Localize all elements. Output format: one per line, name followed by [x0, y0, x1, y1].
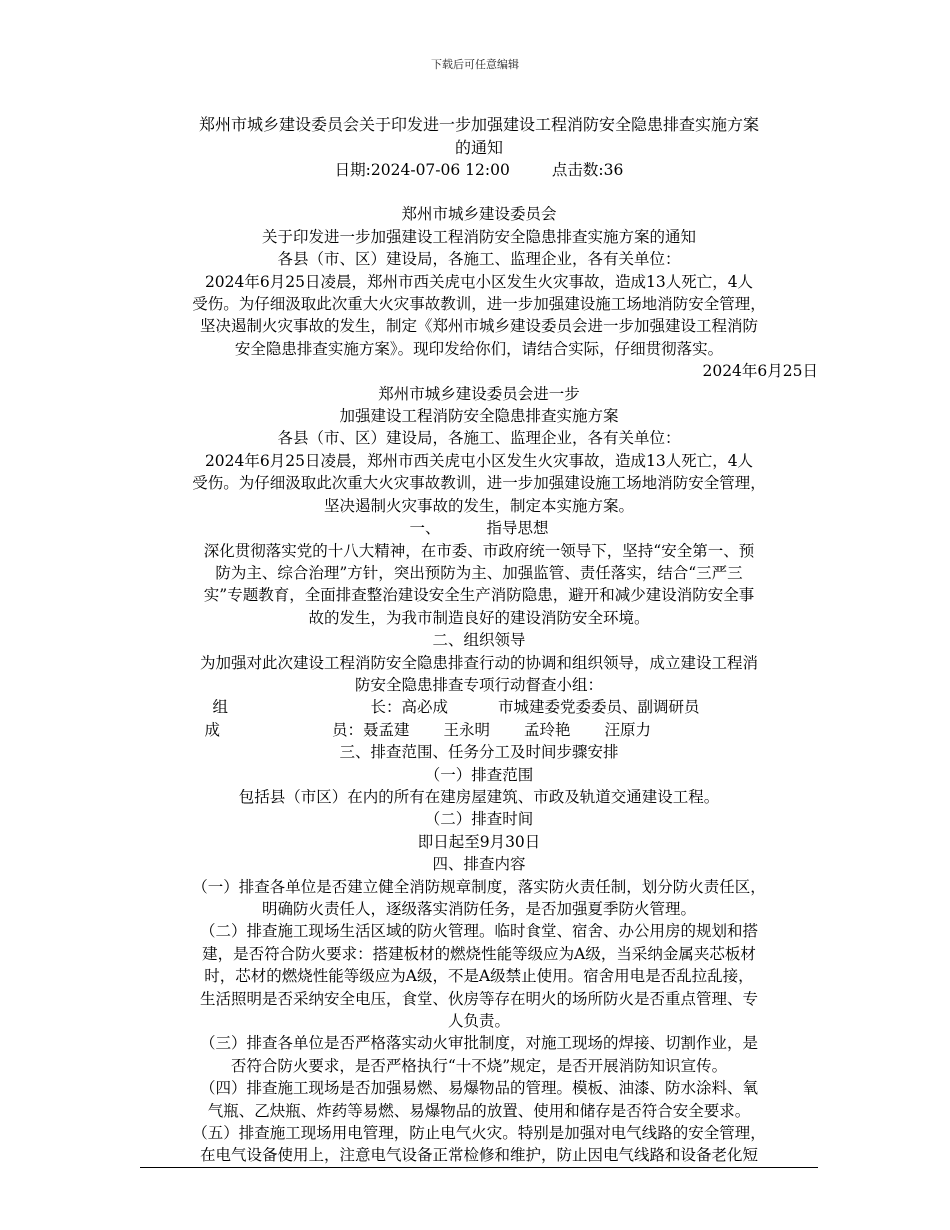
- date-label: 日期:: [334, 161, 371, 179]
- document-body: [140, 113, 818, 1168]
- item-2-line: （二）排查施工现场生活区域的防火管理。临时食堂、宿舍、办公用房的规划和搭: [199, 922, 758, 941]
- plan-intro-line: 坚决遏制火灾事故的发生，制定本实施方案。: [323, 496, 634, 515]
- intro-line: 受伤。为仔细汲取此次重大火灾事故教训，进一步加强建设施工场地消防安全管理，: [192, 295, 766, 314]
- clicks-value: 36: [603, 161, 624, 179]
- leader-col-3: 市城建委党委委员、副调研员: [498, 698, 700, 717]
- section-1-number: 一、: [409, 519, 441, 538]
- item-3-line: 否符合防火要求，是否严格执行“十不烧”规定，是否开展消防知识宣传。: [230, 1056, 728, 1075]
- plan-intro-line: 2024年6月25日凌晨，郑州市西关虎屯小区发生火灾事故，造成13人死亡，4人: [204, 451, 754, 470]
- sub-2-title: （二）排查时间: [424, 810, 534, 829]
- clicks-label: 点击数:: [551, 161, 604, 179]
- sub-2-text: 即日起至9月30日: [417, 832, 541, 851]
- section-4-title: 四、排查内容: [432, 855, 526, 874]
- intro-line: 坚决遏制火灾事故的发生，制定《郑州市城乡建设委员会进一步加强建设工程消防: [199, 317, 758, 336]
- issuer: 郑州市城乡建设委员会: [401, 205, 557, 224]
- member-col-3: 王永明: [443, 720, 491, 739]
- notice-title: 关于印发进一步加强建设工程消防安全隐患排查实施方案的通知: [261, 227, 696, 246]
- item-5-line: （五）排查施工现场用电管理，防止电气火灾。特别是加强对电气线路的安全管理，: [192, 1124, 766, 1143]
- sub-1-text: 包括县（市区）在内的所有在建房屋建筑、市政及轨道交通建设工程。: [238, 787, 720, 806]
- member-col-1: 成: [204, 720, 220, 739]
- item-2-line: 生活照明是否采纳安全电压，食堂、伙房等存在明火的场所防火是否重点管理、专: [199, 989, 758, 1008]
- date-value: 2024-07-06 12:00: [370, 161, 510, 179]
- sign-date: 2024年6月25日: [702, 362, 818, 381]
- section-3-title: 三、排查范围、任务分工及时间步骤安排: [339, 743, 619, 762]
- member-col-4: 孟玲艳: [524, 720, 571, 739]
- item-5-line: 在电气设备使用上，注意电气设备正常检修和维护，防止因电气线路和设备老化短: [140, 1144, 818, 1167]
- section-1-heading: [140, 517, 818, 539]
- section-1-title: 指导思想: [486, 519, 549, 538]
- document-meta: [140, 159, 818, 181]
- item-4-line: 气瓶、乙炔瓶、炸药等易燃、易爆物品的放置、使用和储存是否符合安全要求。: [207, 1101, 751, 1120]
- section-2-line: 防安全隐患排查专项行动督查小组：: [354, 675, 603, 694]
- item-1-line: 明确防火责任人，逐级落实消防任务，是否加强夏季防火管理。: [261, 900, 696, 918]
- page-header-note: 下载后可任意编辑: [431, 58, 519, 71]
- plan-intro-line: 受伤。为仔细汲取此次重大火灾事故教训，进一步加强建设施工场地消防安全管理，: [192, 474, 766, 493]
- section-2-line: 为加强对此次建设工程消防安全隐患排查行动的协调和组织领导，成立建设工程消: [199, 653, 758, 672]
- item-3-line: （三）排查各单位是否严格落实动火审批制度，对施工现场的焊接、切割作业，是: [199, 1034, 758, 1053]
- plan-title-line-1: 郑州市城乡建设委员会进一步: [378, 384, 580, 403]
- leader-col-1: 组: [212, 698, 228, 717]
- sub-1-title: （一）排查范围: [424, 765, 534, 784]
- section-1-line: 实”专题教育，全面排查整治建设安全生产消防隐患，避开和减少建设消防安全事: [203, 586, 755, 605]
- section-1-line: 故的发生，为我市制造良好的建设消防安全环境。: [308, 608, 650, 627]
- intro-line: 2024年6月25日凌晨，郑州市西关虎屯小区发生火灾事故，造成13人死亡，4人: [204, 272, 754, 291]
- document-title-line-1: 郑州市城乡建设委员会关于印发进一步加强建设工程消防安全隐患排查实施方案: [198, 115, 759, 134]
- member-col-2: 员：聂孟建: [332, 720, 410, 739]
- leader-col-2: 长：高必成: [370, 698, 448, 717]
- plan-recipients: 各县（市、区）建设局，各施工、监理企业，各有关单位：: [277, 429, 681, 448]
- item-4-line: （四）排查施工现场是否加强易燃、易爆物品的管理。模板、油漆、防水涂料、氧: [199, 1079, 758, 1098]
- section-1-line: 防为主、综合治理”方针，突出预防为主、加强监管、责任落实，结合“三严三: [215, 563, 743, 582]
- document-title-line-2: 的通知: [454, 138, 503, 157]
- leader-row: [140, 696, 818, 718]
- item-2-line: 人负责。: [447, 1012, 510, 1031]
- member-row: [140, 719, 818, 741]
- member-col-5: 汪原力: [604, 720, 652, 739]
- item-2-line: 建，是否符合防火要求：搭建板材的燃烧性能等级应为A级，当采纳金属夹芯板材: [202, 944, 756, 963]
- plan-title-line-2: 加强建设工程消防安全隐患排查实施方案: [339, 407, 619, 426]
- item-1-line: （一）排查各单位是否建立健全消防规章制度，落实防火责任制，划分防火责任区，: [192, 877, 766, 896]
- section-1-line: 深化贯彻落实党的十八大精神，在市委、市政府统一领导下，坚持“安全第一、预: [203, 541, 755, 560]
- section-2-title: 二、组织领导: [432, 631, 526, 650]
- intro-line: 安全隐患排查实施方案》。现印发给你们，请结合实际，仔细贯彻落实。: [234, 339, 724, 358]
- recipients: 各县（市、区）建设局，各施工、监理企业，各有关单位：: [277, 250, 681, 269]
- item-2-line: 时，芯材的燃烧性能等级应为A级，不是A级禁止使用。宿舍用电是否乱拉乱接，: [204, 967, 754, 986]
